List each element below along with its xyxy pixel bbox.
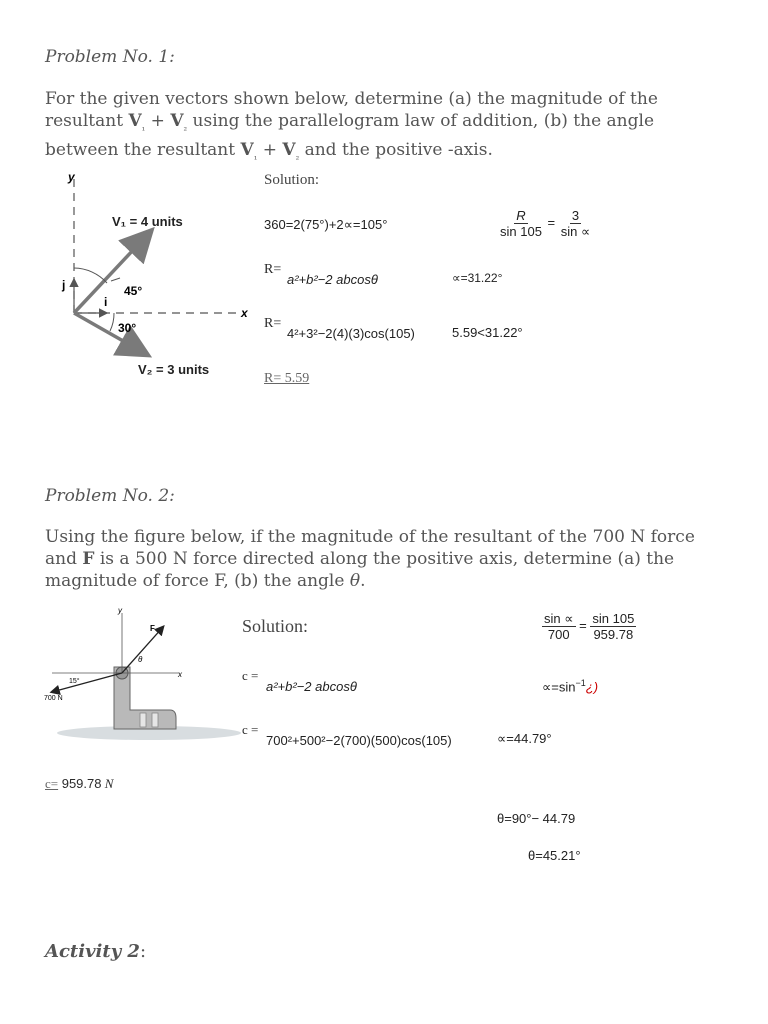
- angle-15-label: 15°: [69, 678, 80, 685]
- problem1-law-of-cosines: a²+b²−2 abcosθ: [287, 272, 378, 287]
- y-axis-label: y: [68, 170, 75, 184]
- 700n-arrow: [52, 673, 122, 692]
- problem1-heading: Problem No. 1:: [45, 47, 175, 67]
- problem2-law-of-cosines: a²+b²−2 abcosθ: [266, 679, 357, 694]
- f-label: F: [150, 624, 155, 633]
- problem2-substitution: 700²+500²−2(700)(500)cos(105): [266, 733, 452, 748]
- activity-title: Activity 2:: [45, 941, 147, 962]
- problem2-c-result: c= 959.78 N: [45, 776, 114, 791]
- x-axis-label: x: [241, 306, 248, 320]
- problem1-eq-angle: 360=2(75°)+2∝=105°: [264, 217, 388, 232]
- problem1-paragraph: For the given vectors shown below, determine (a) the magnitude of the resultant $V_{_1} + V_{_2}$ using the parallelogram law of addition, (b) the angle between the resultant $V_{_1} + V_{_2}$ and the positive -axis.: [45, 89, 658, 163]
- i-label: i: [104, 295, 108, 309]
- problem1-ratio: $\frac{R}{\sin 105}$ = $\frac{3}{\sin \propto}$: [500, 208, 591, 239]
- problem2-c-prefix-2: c =: [242, 722, 259, 737]
- vector-figure: [50, 168, 260, 383]
- problem1-final-result: 5.59<31.22°: [452, 325, 523, 340]
- problem2-c-prefix-1: c =: [242, 668, 259, 683]
- bracket-figure: [44, 605, 244, 745]
- problem2-solution-label: Solution:: [242, 616, 309, 636]
- fig2-y-label: y: [118, 606, 122, 615]
- v1-label: V₁ = 4 units: [112, 214, 183, 229]
- 700n-label: 700 N: [44, 695, 63, 702]
- problem2-alpha-inverse: $\propto=\sin^{-1}¿$): [542, 678, 599, 695]
- problem1-r-prefix-2: R=: [264, 316, 282, 331]
- problem2-heading: Problem No. 2:: [45, 486, 175, 506]
- problem1-solution-label: Solution:: [264, 172, 320, 188]
- problem2-sine-ratio: $\frac{\sin \propto}{700}$ = $\frac{\sin 105}{959.78}$: [544, 611, 635, 642]
- angle-45-label: 45°: [124, 284, 143, 298]
- problem1-r-prefix-1: R=: [264, 262, 282, 277]
- v2-label: V₂ = 3 units: [138, 362, 210, 377]
- fig2-x-label: x: [178, 670, 182, 679]
- problem1-substitution: 4²+3²−2(4)(3)cos(105): [287, 326, 415, 341]
- problem2-theta-equation: θ=90°− 44.79: [497, 811, 576, 826]
- j-label: j: [62, 278, 66, 292]
- problem2-alpha-result: ∝=44.79°: [497, 731, 552, 746]
- problem1-r-result: R= 5.59: [264, 371, 310, 386]
- theta-label: θ: [138, 655, 143, 664]
- problem2-theta-result: θ=45.21°: [528, 848, 581, 863]
- problem1-alpha-result: ∝=31.22°: [452, 271, 503, 285]
- f-arrow: [122, 627, 163, 673]
- v1-arrow: [74, 232, 150, 313]
- angle-30-label: 30°: [118, 321, 137, 335]
- problem2-paragraph: Using the figure below, if the magnitude of the resultant of the 700 N force and F is a 500 N force directed along the positive axis, determine (a) the magnitude of force F, (b) the angle θ.: [45, 527, 695, 591]
